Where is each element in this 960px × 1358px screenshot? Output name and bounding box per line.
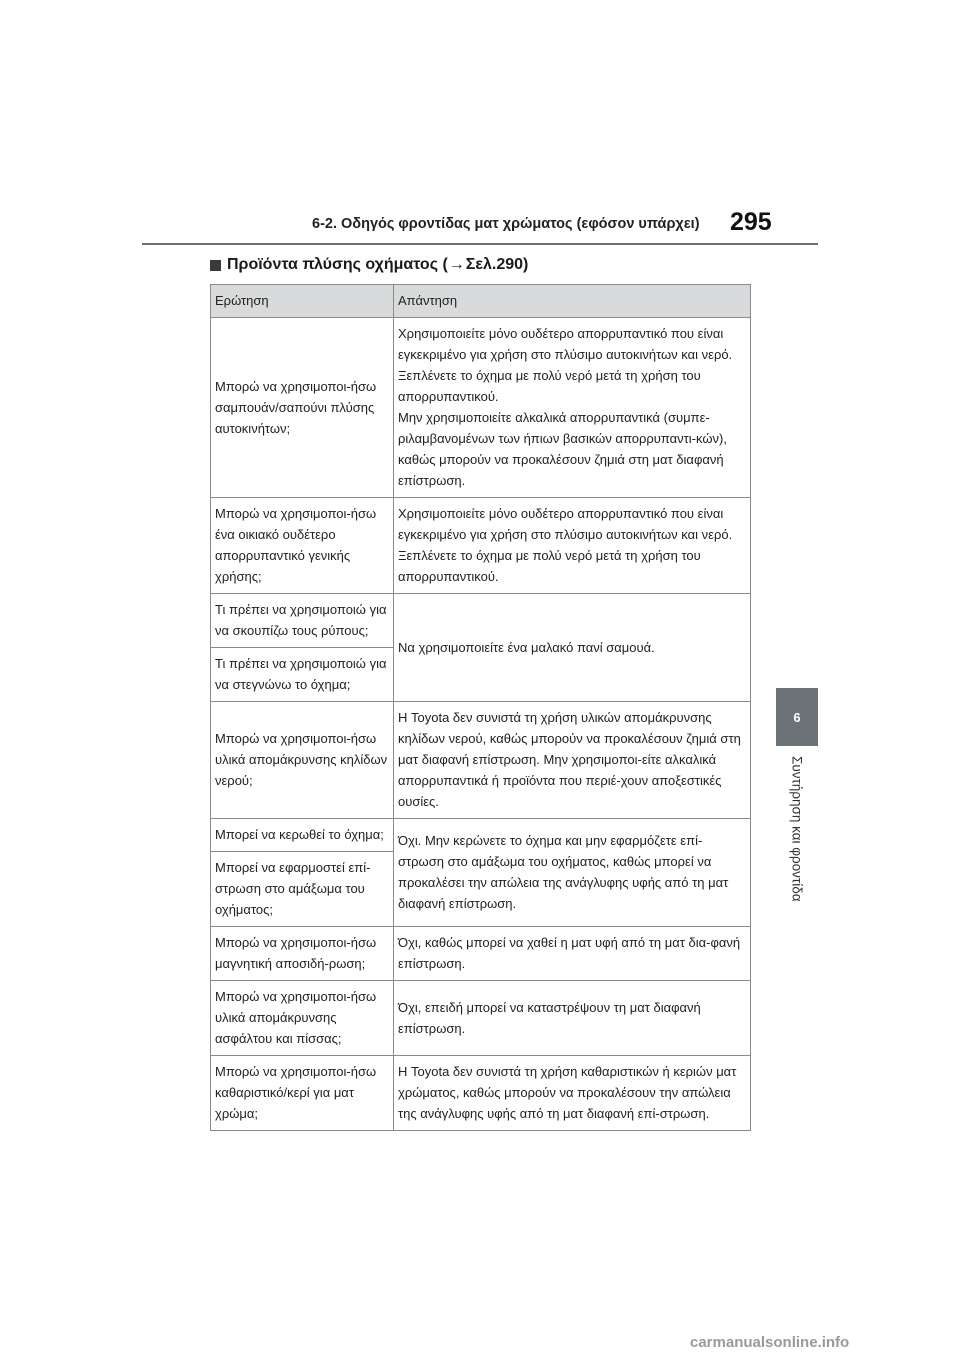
- table-row: [211, 498, 751, 594]
- table-row: [211, 1056, 751, 1131]
- section-heading: [210, 256, 528, 274]
- faq-table: [210, 284, 751, 1131]
- column-header-question: Ερώτηση: [211, 285, 394, 318]
- table-row: [211, 927, 751, 981]
- answer-cell: [394, 318, 751, 498]
- answer-cell: Να χρησιμοποιείτε ένα μαλακό πανί σαμουά.: [394, 594, 751, 702]
- table-row: [211, 318, 751, 498]
- question-cell: Μπορώ να χρησιμοποι-ήσω σαμπουάν/σαπούνι πλύσης αυτοκινήτων;: [211, 318, 394, 498]
- header-divider: [142, 243, 818, 245]
- square-bullet-icon: [210, 260, 221, 271]
- question-cell: Μπορεί να εφαρμοστεί επί-στρωση στο αμάξωμα του οχήματος;: [211, 852, 394, 927]
- question-cell: Μπορώ να χρησιμοποι-ήσω υλικά απομάκρυνσης κηλίδων νερού;: [211, 702, 394, 819]
- answer-paragraph: Χρησιμοποιείτε μόνο ουδέτερο απορρυπαντικό που είναι εγκεκριμένο για χρήση στο πλύσιμο αυτοκινήτων και νερό. Ξεπλένετε το όχημα με πολύ νερό μετά τη χρήση του απορρυπαντικού.: [398, 326, 733, 404]
- table-row: [211, 819, 751, 852]
- page-number: 295: [730, 208, 772, 236]
- section-title: 6-2. Οδηγός φροντίδας ματ χρώματος (εφόσον υπάρχει): [312, 216, 700, 232]
- chapter-label: Συντήρηση και φροντίδα: [789, 756, 805, 902]
- answer-cell: Όχι, επειδή μπορεί να καταστρέψουν τη ματ διαφανή επίστρωση.: [394, 981, 751, 1056]
- column-header-answer: Απάντηση: [394, 285, 751, 318]
- answer-cell: Όχι, καθώς μπορεί να χαθεί η ματ υφή από τη ματ δια-φανή επίστρωση.: [394, 927, 751, 981]
- question-cell: Τι πρέπει να χρησιμοποιώ για να σκουπίζω τους ρύπους;: [211, 594, 394, 648]
- heading-text: Προϊόντα πλύσης οχήματος (: [227, 256, 448, 273]
- page-reference: Σελ.290): [465, 256, 529, 273]
- chapter-tab[interactable]: 6: [776, 688, 818, 746]
- table-row: [211, 594, 751, 648]
- question-cell: Τι πρέπει να χρησιμοποιώ για να στεγνώνω το όχημα;: [211, 648, 394, 702]
- table-header-row: [211, 285, 751, 318]
- question-cell: Μπορώ να χρησιμοποι-ήσω μαγνητική αποσιδή-ρωση;: [211, 927, 394, 981]
- watermark: carmanualsonline.info: [690, 1334, 850, 1351]
- question-cell: Μπορώ να χρησιμοποι-ήσω ένα οικιακό ουδέτερο απορρυπαντικό γενικής χρήσης;: [211, 498, 394, 594]
- answer-cell: Όχι. Μην κερώνετε το όχημα και μην εφαρμόζετε επί-στρωση στο αμάξωμα του οχήματος, καθώς μπορεί να προκαλέσει την απώλεια της ανάγλυφης υφής από τη ματ διαφανή επίστρωση.: [394, 819, 751, 927]
- table-row: [211, 702, 751, 819]
- table-row: [211, 981, 751, 1056]
- answer-cell: Η Toyota δεν συνιστά τη χρήση καθαριστικών ή κεριών ματ χρώματος, καθώς μπορούν να προκαλέσουν την απώλεια της ανάγλυφης υφής από τη ματ διαφανή επί-στρωση.: [394, 1056, 751, 1131]
- answer-cell: Χρησιμοποιείτε μόνο ουδέτερο απορρυπαντικό που είναι εγκεκριμένο για χρήση στο πλύσιμο αυτοκινήτων και νερό. Ξεπλένετε το όχημα με πολύ νερό μετά τη χρήση του απορρυπαντικού.: [394, 498, 751, 594]
- question-cell: Μπορώ να χρησιμοποι-ήσω καθαριστικό/κερί για ματ χρώμα;: [211, 1056, 394, 1131]
- answer-cell: Η Toyota δεν συνιστά τη χρήση υλικών απομάκρυνσης κηλίδων νερού, καθώς μπορούν να προκαλέσουν ζημιά στη ματ διαφανή επίστρωση. Μην χρησιμοποι-είτε αλκαλικά απορρυπαντικά ή προϊόντα που περιέ-χουν αποξεστικές ουσίες.: [394, 702, 751, 819]
- arrow-right-icon: →: [448, 256, 465, 273]
- question-cell: Μπορεί να κερωθεί το όχημα;: [211, 819, 394, 852]
- answer-paragraph: Μην χρησιμοποιείτε αλκαλικά απορρυπαντικά (συμπε-ριλαμβανομένων των ήπιων βασικών απορρυπαντι-κών), καθώς μπορούν να προκαλέσουν ζημιά στη ματ διαφανή επίστρωση.: [398, 410, 727, 488]
- question-cell: Μπορώ να χρησιμοποι-ήσω υλικά απομάκρυνσης ασφάλτου και πίσσας;: [211, 981, 394, 1056]
